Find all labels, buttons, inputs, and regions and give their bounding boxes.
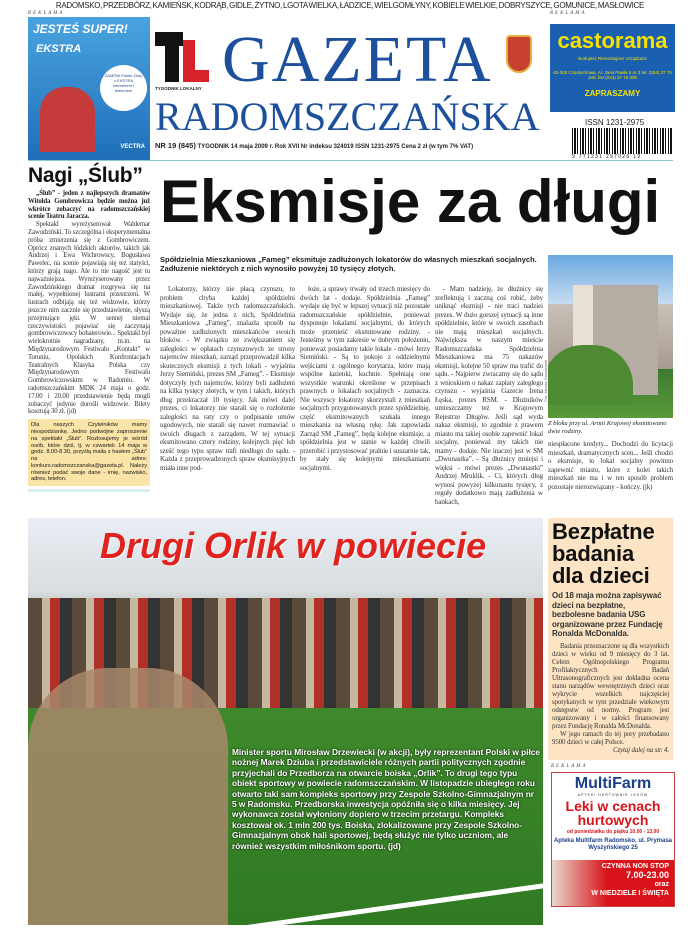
checkups-text: Badania przeznaczone są dla wszystkich dzieci w wieku od 9 miesięcy do 3 lat. Celem Ogólnopolskiego Programu Profilaktycznych Badań Ultrasonograficznych jest dokładna ocena stanu narządów wewnętrznych dzieci oraz wykrycie wszelkich najczęściej spotykanych w tym przedziale wiekowym odstępstw od normy. Program jest organizowany i w całości finansowany przez Fundację Ronalda McDonalda. [552, 641, 669, 730]
apartment-block-photo[interactable] [548, 255, 673, 418]
column-text: niespłacone kredyty... Dochodzi do licytacji mieszkań, dramatycznych scen... Jeśli chodzi o eksmisje, to lokal socjalny powinno zapewnić miasto, które z kolei takich mieszkań nie ma i w ten sposób problem pozostaje nierozwiązany - kończy. (jk) [548, 440, 673, 491]
masthead-subtitle: RADOMSZCZAŃSKA [155, 94, 540, 139]
main-column-1 [160, 285, 295, 472]
column-text: łoże, a sprawy trwały od trzech miesięcy do dwóch lat - dodaje. Spółdzielnia „Fameg” wydaje się być w lepszej sytuacji niż pozostałe radomszczańskie spółdzielnie, ponieważ dysponuje lokalami socjalnymi, do których może przenieść eksmitowane rodziny. - Jesteśmy w tym zakresie w dobrym położeniu, ponieważ posiadamy takie lokale - mówi Jerzy Siemiński. - Są to pokoje z oddzielnymi wejściami z ogólnego korytarza, które mają wspólne łazienki, kuchnie. Spełniają one wszystkie warunki określone w przepisach prawnych o lokalach socjalnych - zaznacza. Nie wszyscy lokatorzy skorzystali z mieszkań socjalnych przygotowanych przez spółdzielnię, część eksmitowanych szukała innego mieszkania na własną rękę. Jak zapowiada Zarząd SM „Fameg”, będą kolejne eksmisje, a spółdzielnia jest w stanie w każdej chwili przerobić i przystosować pralnie i suszarnie tak, by stały się kolejnymi mieszkaniami socjalnymi. [300, 285, 430, 472]
column-text: - Mam nadzieję, że dłużnicy się zreflektują i zaczną coś robić, żeby uniknąć eksmisji - nie traci nadziei prezes. W dużo gorszej sytuacji są inne spółdzielnie, które w swoich zasobach nie mają mieszkań socjalnych. Największa w naszym mieście Radomszczańska Spółdzielnia Mieszkaniowa ma 75 nakazów eksmisji, kolejne 50 spraw ma trafić do sądu. - Najpierw zwracamy się do sądu z wnioskiem o nakaz zapłaty zaległego czynszu - wyjaśnia Gazecie Irena Łęska, prezes RSM. - Dłużników umieszczamy też w Krajowym Rejestrze Długów. Jeśli sąd wyda nakaz eksmisji, to zgodnie z prawem miasto ma takiej osobie zapewnić lokal socjalny, ponieważ my takich nie mamy - dodaje. Nie inaczej jest w SM „Dwunastka”. - Są dłużnicy mniejsi i więksi - mówi prezes „Dwunastki” Andrzej Mruklik. - Ci, których dług wynosi powyżej kilkunastu tysięcy, z reguły dodatkowo mają zadłużenia w bankach, [435, 285, 543, 506]
checkups-text: W jego ramach do tej pory przebadano 9500 dzieci w całej Polsce. [552, 729, 669, 746]
barcode-number: 9 771231 297026 19 [572, 154, 642, 160]
open-hours: 7.00-23.00 [625, 870, 669, 880]
tl-caption: TYGODNIK LOKALNY [155, 86, 202, 91]
and-label: oraz [654, 881, 669, 888]
issn: ISSN 1231-2975 [585, 118, 645, 127]
ad-subheadline: EKSTRA [36, 43, 82, 55]
ad-address: Apteka Multifarm Radomsko, ul. Prymasa Wyszyńskiego 25 [553, 838, 673, 851]
left-column [28, 162, 150, 492]
holidays-label: W NIEDZIELE I ŚWIĘTA [591, 890, 669, 897]
ad-hours: od poniedziałku do piątku 10.00 - 13.00 [566, 829, 660, 835]
distribution-area-towns: RADOMSKO, PRZEDBÓRZ, KAMIEŃSK, KODRĄB, GIDLE, ŻYTNO, LGOTA WIELKA, ŁADZICE, WIELGOMŁYNY, KOBIELE WIELKIE, DOBRYSZYCE, GOMUNICE, MASŁOWICE [55, 1, 645, 10]
multifarm-logo: MultiFarm [574, 775, 652, 792]
ad-address: 42-200 Częstochowa, Al. Jana Pawła II nr 3 tel. (034) 37 75 100, fax (034) 37 75 000 [553, 69, 672, 80]
main-headline[interactable]: Eksmisje za długi [160, 168, 661, 235]
main-column-4 [548, 440, 673, 491]
superhero-illustration [40, 87, 95, 152]
ad-speech-bubble: ZAMÓW Pakiet Złoty z EKSTRA Internetem i telefonem [100, 65, 147, 111]
masthead-title: GAZETA [222, 23, 493, 96]
orlik-caption: Minister sportu Mirosław Drzewiecki (w akcji), były reprezentant Polski w piłce nożnej Marek Dziuba i przedstawiciele różnych partii politycznych zgodnie przyjechali do Przedborza na otwarcie boiska „Orlik”. To drugi tego typu obiekt sportowy w powiecie radomszczańskim. W listopadzie ubiegłego roku otwarto taki sam kompleks sportowy przy Zespole Szkolno-Gimnazjalnym nr 5 w Radomsku. Przedborska inwestycja opóźniła się o kilka miesięcy. Jej wykonawca został wyłoniony dopiero w trzecim przetargu. Kompleks kosztował ok. 1 mln 200 tys. Boiska, zlokalizowane przy Zespole Szkolno-Gimnazjalnym obok hali sportowej, będą służyć nie tylko uczniom, ale również wszystkim miłośnikom sportu. (jd) [232, 747, 540, 851]
advert-label: REKLAMA [550, 11, 587, 16]
checkups-lead: Od 18 maja można zapisywać dzieci na bezpłatne, bezbolesne badania USG organizowane przez Fundację Ronalda McDonalda. [552, 591, 663, 638]
left-article-lead: „Ślub” - jeden z najlepszych dramatów Witolda Gombrowicza będzie można już wkrótce zobaczyć na radomszczańskiej scenie Teatru Jaracza. [28, 190, 150, 221]
ad-opening-banner [552, 860, 674, 906]
ad-slogan: Budujesz Remontujesz Urządzasz [578, 56, 647, 61]
divider [28, 160, 673, 161]
ad-sub: APTEKI HURTOWNIE LEKÓW [577, 793, 649, 797]
column-text: Lokatorzy, którzy nie płacą czynszu, to problem chyba każdej spółdzielni mieszkaniowej. Także tych radomszczańskich. Wydaje się, że jedna z nich, Spółdzielnia Mieszkaniowa „Fameg”, znalazła sposób na poważnie zadłużonych mieszkańców swoich bloków. - W związku ze zwiększaniem się zaległości w opłatach czynszowych ze strony najemców mieszkań, zarząd przeprowadził kilka skutecznych eksmisji z tych lokali - wyjaśnia Jerzy Siemiński, prezes SM „Fameg”. - Eksmisje dotyczyły tych najemców, którzy byli zadłużeni na kilka tysięcy złotych, w tym i takich, których dług przekraczał 10 tysięcy. Jak mówi dalej prezes, ci lokatorzy nie starali się o rozłożenie zaległości na raty czy o podpisanie umów ugodowych, nie starali się nawet rozmawiać o swoich długach z zarządem. W tej sytuacji eksmitowano cztery rodziny, kolejnych pięć lub sześć tego typu spraw trafi niedługo do sądu. - Każda z przeprowadzonych spraw eksmisyjnych miała inne pod- [160, 285, 295, 472]
left-article-title[interactable]: Nagi „Ślub” [28, 164, 143, 187]
advert-label: REKLAMA [28, 11, 65, 16]
radomsko-coat-of-arms-icon [506, 35, 532, 73]
orlik-title[interactable]: Drugi Orlik w powiecie [100, 525, 487, 566]
main-column-3 [435, 285, 543, 506]
ad-headline: JESTEŚ SUPER! [33, 22, 128, 36]
open-label: CZYNNA NON STOP [601, 863, 669, 870]
issue-number: NR 19 (845) [155, 141, 196, 150]
vectra-logo: VECTRA [120, 144, 145, 150]
checkups-title[interactable]: Bezpłatne badania dla dzieci [552, 519, 655, 588]
vectra-advert[interactable] [28, 17, 150, 160]
main-column-2 [300, 285, 430, 472]
orlik-opening-photo[interactable] [28, 518, 543, 925]
photo-caption: Z bloku przy ul. Armii Krajowej eksmitowano dwie rodziny. [548, 420, 667, 435]
castorama-logo: castorama [557, 28, 668, 53]
photo-credit: Fot. Janusz Kaczmarek [543, 360, 548, 402]
ad-headline: Leki w cenach hurtowych [565, 798, 661, 828]
issue-details: TYGODNIK 14 maja 2009 r. Rok XVII Nr indeksu 324019 ISSN 1231-2975 Cena 2 zł (w tym 7% VAT) [197, 144, 474, 150]
continue-link[interactable]: Czytaj dalej na str. 4. [612, 745, 669, 754]
left-article-body [28, 190, 150, 416]
box-divider [28, 489, 150, 492]
free-checkups-article [548, 518, 673, 760]
castorama-advert[interactable] [550, 24, 675, 112]
tl-logo [155, 32, 210, 92]
advert-label: REKLAMA [551, 764, 588, 769]
issue-info [155, 142, 565, 152]
main-lead: Spółdzielnia Mieszkaniowa „Fameg” eksmituje zadłużonych lokatorów do własnych mieszkań socjalnych. Zadłużenie niektórych z nich wynosiło powyżej 10 tysięcy złotych. [160, 255, 537, 273]
barcode [572, 128, 672, 154]
multifarm-advert[interactable] [551, 772, 675, 907]
ad-cta: ZAPRASZAMY [584, 88, 641, 98]
contest-box: Dla naszych Czytelników mamy niespodziankę. Jedno podwójne zaproszenie na spektakl „Ślub”. Rozlosujemy je wśród osób, które dziś, tj. w czwartek 14 maja w godz. 8.00-8.30, przyślą maila z hasłem „Ślub” na adres: konkurs.radomszczanska@gazeta.pl. Należy również podać swoje dane - imię, nazwisko, adres, telefon. [28, 419, 150, 486]
left-article-text: Spektakl wyreżyserował Waldemar Zawodziński. To szczególna i eksperymentalna próba zmierzenia się z Gombrowiczem. Oprócz znanych łódzkich aktorów, takich jak Andrzej i Ewa Wichrowscy, Bogusława Pawelec, na scenie pojawiają się też statyści, którzy grają nago. Ale to nie nagość jest tu najważniejsza. Wyreżyserowany przez Zawodzińskiego dramat rozgrywa się na małej, wypełnionej lustrami przestrzeni. W lustrach odbijają się też widzowie, którzy jeszcze nim zacznie się przedstawienie, słyszą przejmujące jęki. W sennej niemal rzeczywistości pojawiać się zaczynają gombrowiczowscy bohaterowie... Spektakl był wielokrotnie nagradzany, m.in. na Międzynarodowym Festiwalu „Kontakt” w Toruniu, Opolskich Konfrontacjach Teatralnych Klasyka Polska czy Międzynarodowym Festiwalu Gombrowiczowskim w Radomiu. W radomszczańskim MDK 24 maja o godz. 17.00 i 20.00 przedstawienie będą mogli zobaczyć jedynie dorośli widzowie. Bilety kosztują 30 zł. (jd) [28, 221, 150, 416]
